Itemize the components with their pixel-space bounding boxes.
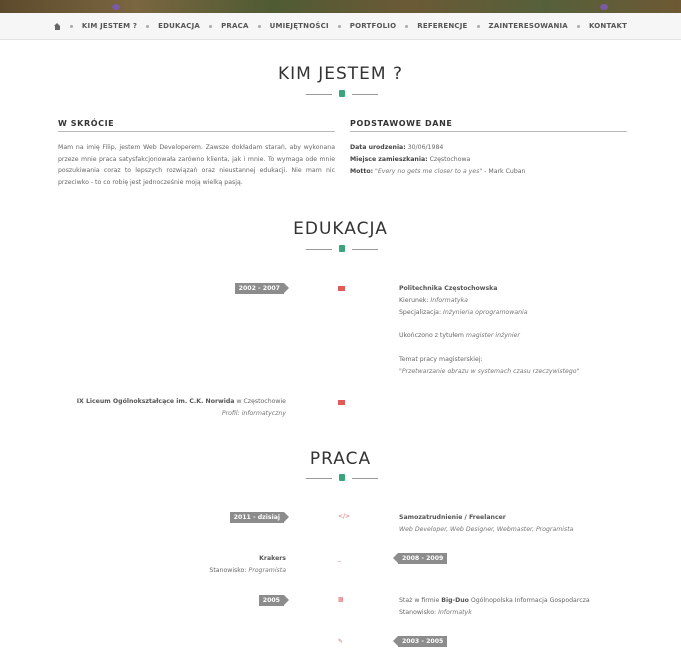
divider-line <box>352 478 378 479</box>
freelancer-role <box>399 524 639 536</box>
flower-decoration <box>600 4 608 10</box>
thesis-value: "Przetwarzanie obrazu w systemach czasu rzeczywistego" <box>399 367 580 375</box>
specialization-label: Specjalizacja: <box>399 308 442 316</box>
motto-label: Motto: <box>350 168 374 175</box>
thesis-label: Temat pracy magisterskiej: <box>399 356 483 364</box>
short-text: Mam na imię Filip, jestem Web Developerem. Zawsze dokładam starań, aby wykonana przeze mnie praca satysfakcjonowała zarówno klienta, jak i mnie. To wymaga ode mnie poszukiwania coraz to lepszych rozwiązań oraz nieustannej edukacji. Nie mam nic przeciwko - to co robię jest jednocześnie moją wielką pasją. <box>58 144 335 186</box>
divider-line <box>306 478 332 479</box>
degree-value: magister inżynier <box>465 332 520 340</box>
education-section-title: EDUKACJA <box>293 219 388 239</box>
divider-line <box>352 94 378 95</box>
residence-row <box>350 154 627 166</box>
flower-decoration <box>112 4 120 10</box>
nav-separator <box>477 25 480 28</box>
graduation-cap-icon <box>338 286 346 292</box>
freelancer-role-text: Web Developer, Web Designer, Webmaster, Programista <box>399 525 574 533</box>
cap-shape <box>338 400 345 405</box>
thesis-row <box>399 366 639 378</box>
nav-separator <box>258 25 261 28</box>
short-heading: W SKRÓCIE <box>58 119 335 132</box>
basic-data-list <box>350 142 627 178</box>
hero-image-strip <box>0 0 681 13</box>
home-icon <box>54 23 61 30</box>
degree-row <box>399 330 639 342</box>
nav-separator <box>577 25 580 28</box>
graduation-cap-icon <box>338 400 346 406</box>
highschool-name: IX Liceum Ogólnokształcące im. C.K. Norwida <box>76 398 235 405</box>
timeline-date-tag: 2011 - dzisiaj <box>230 512 284 523</box>
work-entry-freelancer <box>399 512 639 536</box>
nav-separator <box>70 25 73 28</box>
nav-item-kim-jestem[interactable]: KIM JESTEM ? <box>81 22 138 30</box>
specialization-value: Inżynieria oprogramowania <box>443 308 528 316</box>
university-name <box>399 283 639 295</box>
bigduo-prefix: Staż w firmie <box>399 597 440 604</box>
nav-item-edukacja[interactable]: EDUKACJA <box>158 22 201 30</box>
timeline-date-tag: 2003 - 2005 <box>398 636 447 647</box>
work-entry-krakers <box>100 553 286 576</box>
bigduo-row <box>399 595 659 607</box>
profile-label: Profil: <box>221 409 240 417</box>
printer-icon: ▩ <box>338 596 344 603</box>
briefcase-icon <box>339 474 345 481</box>
nav-separator <box>209 25 212 28</box>
nav-separator <box>338 25 341 28</box>
bigduo-company-rest: Ogólnopolska Informacja Gospodarcza <box>468 597 590 604</box>
timeline-date-tag: 2002 - 2007 <box>235 283 284 294</box>
krakers-role-label: Stanowisko: <box>209 566 247 574</box>
nav-item-portfolio[interactable]: PORTFOLIO <box>349 22 397 30</box>
nav-separator <box>405 25 408 28</box>
direction-value: Informatyka <box>430 296 468 304</box>
basic-data-heading: PODSTAWOWE DANE <box>350 119 627 132</box>
residence-label: Miejsce zamieszkania: <box>350 156 428 163</box>
direction-row <box>399 295 639 307</box>
motto-row <box>350 166 627 178</box>
nav-item-referencje[interactable]: REFERENCJE <box>417 22 468 30</box>
top-navigation <box>0 13 681 40</box>
krakers-role-value: Programista <box>248 566 286 574</box>
spacer <box>399 342 639 354</box>
nav-separator <box>146 25 149 28</box>
motto-value: "Every no gets me closer to a yes" <box>375 168 483 175</box>
nav-item-kontakt[interactable]: KONTAKT <box>588 22 628 30</box>
timeline-date-tag: 2005 <box>259 595 284 606</box>
freelancer-company <box>399 512 639 524</box>
section-divider <box>306 90 378 98</box>
bigduo-role <box>399 607 659 619</box>
degree-label: Ukończono z tytułem <box>399 332 464 340</box>
university-name-text: Politechnika Częstochowska <box>399 285 498 292</box>
krakers-company-text: Krakers <box>259 555 286 562</box>
birth-date-row <box>350 142 627 154</box>
freelancer-company-text: Samozatrudnienie / Freelancer <box>399 514 506 521</box>
birth-label: Data urodzenia: <box>350 144 406 151</box>
krakers-role <box>100 565 286 577</box>
profile-row <box>40 408 286 420</box>
divider-line <box>306 94 332 95</box>
section-divider <box>306 245 378 253</box>
nav-item-umiejetnosci[interactable]: UMIEJĘTNOŚCI <box>269 22 329 30</box>
education-entry-university <box>399 283 639 378</box>
profile-value: informatyczny <box>241 409 286 417</box>
krakers-company <box>100 553 286 565</box>
motto-author: - Mark Cuban <box>482 168 526 175</box>
nav-item-praca[interactable]: PRACA <box>221 22 249 30</box>
highschool-row <box>40 396 286 408</box>
bigduo-role-value: Informatyk <box>438 608 472 616</box>
book-icon <box>339 245 345 252</box>
bigduo-role-label: Stanowisko: <box>399 608 437 616</box>
education-entry-highschool <box>40 396 286 419</box>
nav-home[interactable] <box>54 23 61 30</box>
nav-item-zainteresowania[interactable]: ZAINTERESOWANIA <box>488 22 568 30</box>
section-divider <box>306 474 378 482</box>
code-icon: </> <box>338 513 351 520</box>
specialization-row <box>399 307 639 319</box>
person-icon <box>339 90 345 97</box>
divider-line <box>352 249 378 250</box>
residence-value: Częstochowa <box>429 156 471 163</box>
cap-shape <box>338 286 345 291</box>
bigduo-company: Big-Duo <box>441 597 469 604</box>
direction-label: Kierunek: <box>399 296 429 304</box>
spacer <box>399 318 639 330</box>
work-entry-bigduo <box>399 595 659 619</box>
terminal-icon: _ <box>338 555 341 562</box>
work-section-title: PRACA <box>309 449 372 469</box>
highschool-city: w Częstochowie <box>234 398 286 405</box>
timeline-date-tag: 2008 - 2009 <box>398 553 447 564</box>
birth-value: 30/06/1984 <box>407 144 444 151</box>
about-section-title: KIM JESTEM ? <box>278 64 403 84</box>
pencil-icon: ✎ <box>338 638 344 645</box>
divider-line <box>306 249 332 250</box>
